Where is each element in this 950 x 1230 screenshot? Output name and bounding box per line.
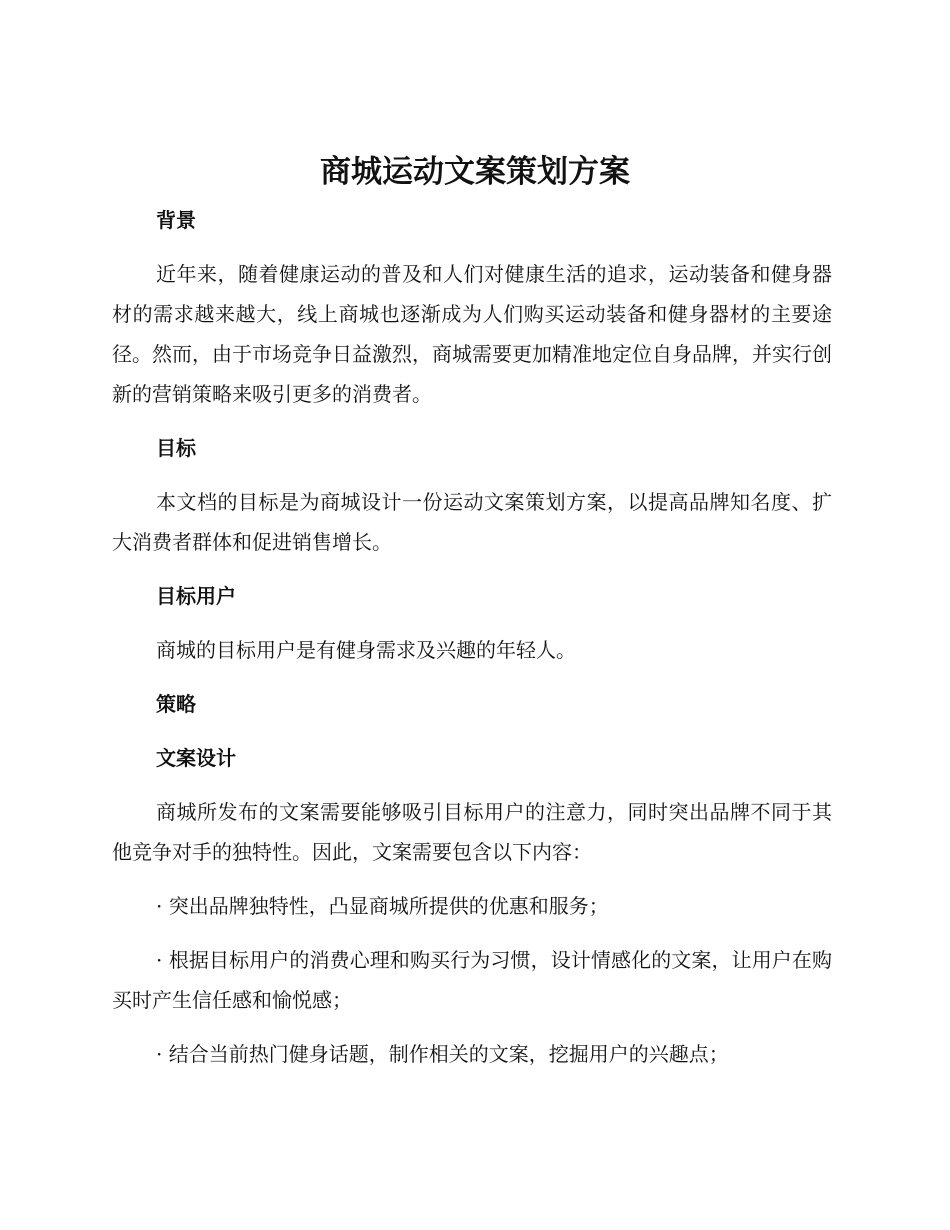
paragraph-copy-design: 商城所发布的文案需要能够吸引目标用户的注意力，同时突出品牌不同于其他竞争对手的独特性。因此，文案需要包含以下内容： bbox=[112, 800, 832, 864]
paragraph-target-users: 商城的目标用户是有健身需求及兴趣的年轻人。 bbox=[156, 638, 576, 662]
document-body bbox=[112, 200, 832, 1074]
bullet-item: · 根据目标用户的消费心理和购买行为习惯，设计情感化的文案，让用户在购买时产生信任感和愉悦感； bbox=[112, 948, 832, 1012]
section-heading-goal: 目标 bbox=[156, 436, 196, 460]
section-heading-strategy: 策略 bbox=[156, 692, 196, 716]
paragraph-goal: 本文档的目标是为商城设计一份运动文案策划方案，以提高品牌知名度、扩大消费者群体和促进销售增长。 bbox=[112, 490, 832, 554]
document-title: 商城运动文案策划方案 bbox=[320, 154, 630, 190]
section-heading-background: 背景 bbox=[156, 208, 196, 232]
section-heading-copy-design: 文案设计 bbox=[156, 746, 236, 770]
paragraph-background: 近年来，随着健康运动的普及和人们对健康生活的追求，运动装备和健身器材的需求越来越大，线上商城也逐渐成为人们购买运动装备和健身器材的主要途径。然而，由于市场竞争日益激烈，商城需要更加精准地定位自身品牌，并实行创新的营销策略来吸引更多的消费者。 bbox=[112, 262, 832, 406]
bullet-item: · 结合当前热门健身话题，制作相关的文案，挖掘用户的兴趣点； bbox=[156, 1042, 729, 1066]
section-heading-target-users: 目标用户 bbox=[156, 584, 236, 608]
bullet-item: · 突出品牌独特性，凸显商城所提供的优惠和服务； bbox=[156, 894, 609, 918]
